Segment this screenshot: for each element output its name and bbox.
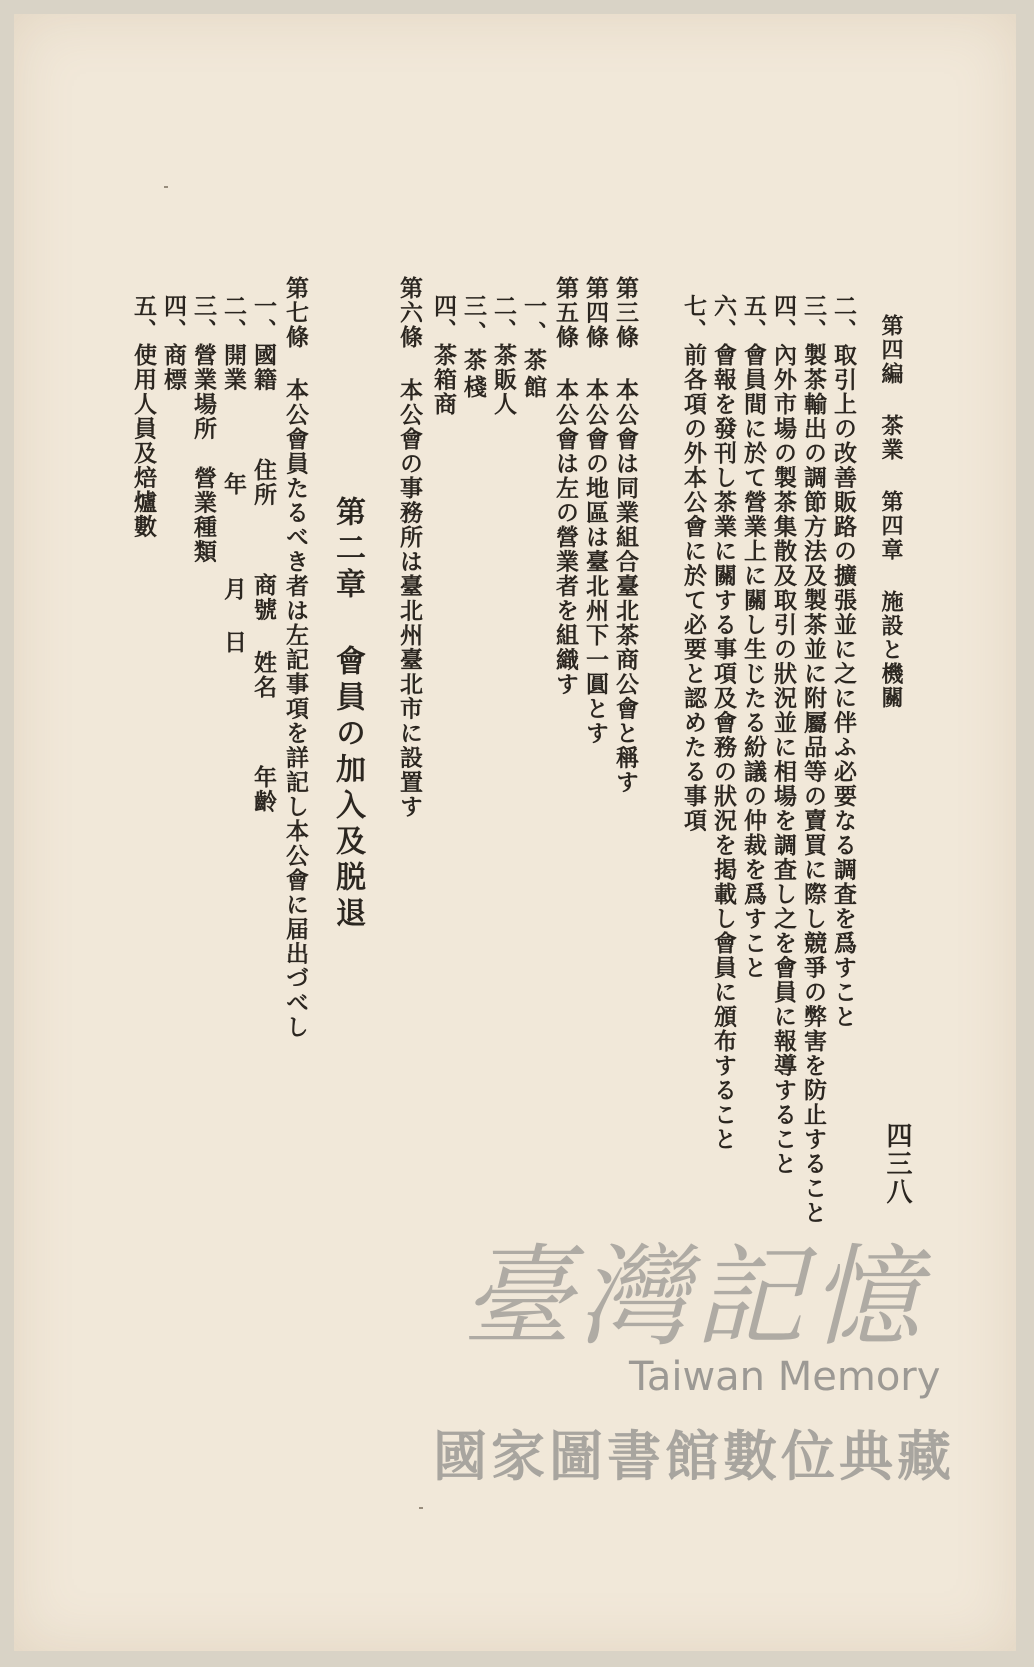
print-speck bbox=[164, 186, 168, 188]
list-item: 二、茶販人 bbox=[490, 294, 517, 417]
form-item: 商號 姓名 bbox=[250, 572, 277, 700]
text-line: 六、會報を發刊し茶業に關する事項及會務の狀況を掲載し會員に頒布すること bbox=[710, 294, 737, 1152]
form-item: 營業種類 bbox=[190, 466, 217, 564]
list-item: 四、茶箱商 bbox=[430, 294, 457, 417]
watermark-subtitle: 國家圖書館數位典藏 bbox=[433, 1425, 955, 1488]
form-item: 住所 bbox=[250, 457, 277, 507]
running-header: 第四編 茶業 第四章 施設と機關 bbox=[878, 314, 904, 710]
form-item: 三、營業場所 bbox=[190, 294, 217, 441]
article-line: 第三條 本公會は同業組合臺北茶商公會と稱す bbox=[612, 276, 639, 795]
watermark bbox=[424, 1209, 984, 1589]
form-item: 月 日 bbox=[220, 576, 247, 654]
list-item: 四、商標 bbox=[160, 294, 187, 392]
text-line: 五、會員間に於て營業上に關し生じたる紛議の仲裁を爲すこと bbox=[740, 294, 767, 980]
text-line: 七、前各項の外本公會に於て必要と認めたる事項 bbox=[680, 294, 707, 833]
article-line: 第六條 本公會の事務所は臺北州臺北市に設置す bbox=[396, 276, 423, 819]
article-line: 第七條 本公會員たるべき者は左記事項を詳記し本公會に届出づべし bbox=[282, 276, 309, 1040]
form-item: 年齡 bbox=[250, 764, 277, 814]
form-item: 二、開業 bbox=[220, 294, 247, 392]
text-line: 二、取引上の改善販路の擴張並に之に伴ふ必要なる調査を爲すこと bbox=[830, 294, 857, 1029]
text-line: 四、內外市場の製茶集散及取引の狀況並に相場を調査し之を會員に報導すること bbox=[770, 294, 797, 1176]
page-number: 四三八 bbox=[882, 1122, 912, 1206]
list-item: 五、使用人員及焙爐數 bbox=[130, 294, 157, 539]
list-item: 三、茶棧 bbox=[460, 294, 487, 402]
watermark-title: 臺灣記憶 bbox=[462, 1233, 926, 1361]
article-line: 第四條 本公會の地區は臺北州下一圓とす bbox=[582, 276, 609, 746]
form-row bbox=[192, 294, 215, 564]
article-line: 第五條 本公會は左の營業者を組織す bbox=[552, 276, 579, 697]
watermark-english: Taiwan Memory bbox=[629, 1354, 941, 1400]
print-speck bbox=[419, 1507, 423, 1509]
chapter-heading: 第二章 會員の加入及脱退 bbox=[330, 496, 365, 933]
form-item: 年 bbox=[220, 472, 247, 497]
text-line: 三、製茶輸出の調節方法及製茶並に附屬品等の賣買に際し競爭の弊害を防止すること bbox=[800, 294, 827, 1225]
form-item: 一、國籍 bbox=[250, 294, 277, 392]
form-row bbox=[252, 294, 275, 814]
list-item: 一、茶館 bbox=[520, 294, 547, 402]
document-page bbox=[14, 14, 1016, 1651]
form-row bbox=[222, 294, 245, 654]
